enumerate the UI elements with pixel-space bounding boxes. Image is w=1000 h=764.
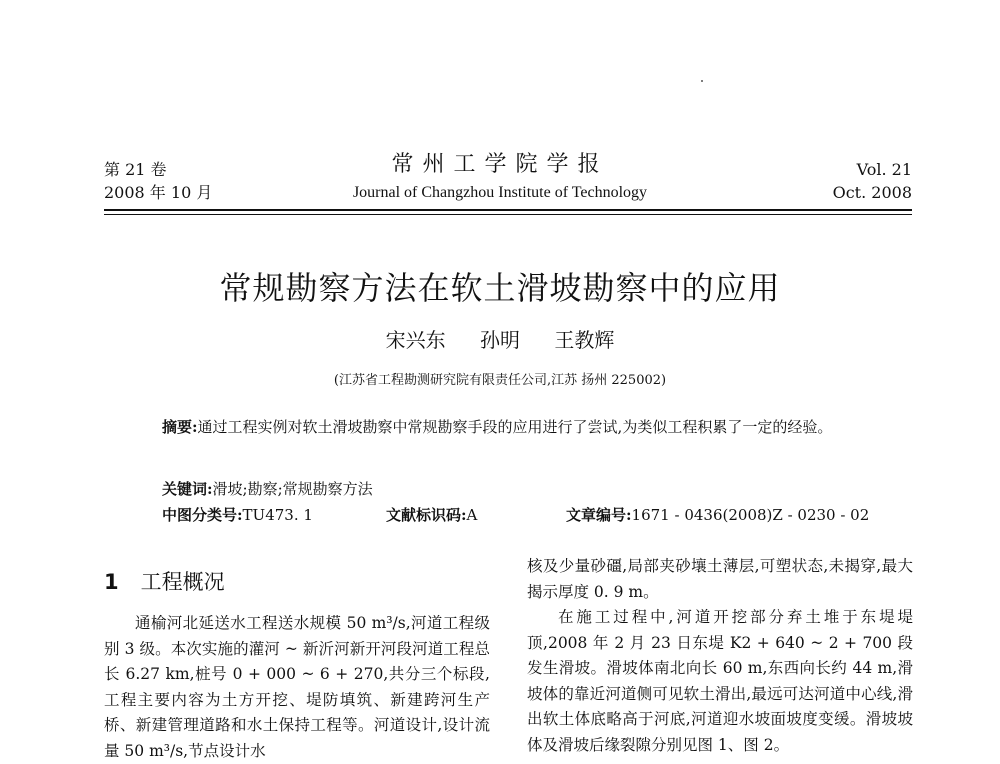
clc-label: 中图分类号:	[162, 506, 243, 524]
abstract	[114, 414, 904, 440]
author-list	[0, 326, 1000, 354]
header-right	[833, 158, 912, 204]
journal-name-en: Journal of Changzhou Institute of Technology	[352, 184, 648, 201]
journal-name-cn: 常州工学院学报	[391, 152, 609, 177]
article-number-label: 文章编号:	[566, 506, 632, 524]
body-paragraph: 核及少量砂礓,局部夹砂壤土薄层,可塑状态,未揭穿,最大揭示厚度 0. 9 m。	[527, 557, 913, 601]
keywords-text: 滑坡;勘察;常规勘察方法	[212, 480, 373, 498]
clc-value: TU473. 1	[242, 506, 313, 524]
scan-speck	[701, 80, 703, 82]
body-column-right	[527, 554, 913, 758]
doc-code-value: A	[466, 506, 478, 524]
header-rule-thin	[104, 214, 912, 215]
abstract-text: 通过工程实例对软土滑坡勘察中常规勘察手段的应用进行了尝试,为类似工程积累了一定的经验。	[197, 418, 833, 436]
article-number-value: 1671 - 0436(2008)Z - 0230 - 02	[631, 506, 870, 524]
header-rule-thick	[104, 209, 912, 211]
paper-title: 常规勘察方法在软土滑坡勘察中的应用	[219, 269, 781, 307]
body-paragraph: 在施工过程中,河道开挖部分弃土堆于东堤堤顶,2008 年 2 月 23 日东堤 K2 + 640 ~ 2 + 700 段发生滑坡。滑坡体南北向长 60 m,东西向长约 44 m,滑坡体的靠近河道侧可见软土滑出,最远可达河道中心线,滑出软土体底略高于河底,河道迎水坡面坡度变缓。滑坡坡体及滑坡后缘裂隙分别见图 1、图 2。	[527, 608, 913, 754]
body-column-left	[104, 611, 490, 764]
volume-en: Vol. 21	[856, 160, 912, 179]
author-name: 宋兴东	[385, 328, 446, 352]
volume-cn: 第 21 卷	[104, 160, 167, 179]
clc-number	[162, 503, 313, 527]
document-code	[386, 503, 477, 527]
section-number: 1	[104, 570, 119, 594]
section-title: 工程概况	[140, 570, 225, 594]
keywords	[162, 477, 373, 501]
affiliation: (江苏省工程勘测研究院有限责任公司,江苏 扬州 225002)	[333, 373, 667, 388]
doc-code-label: 文献标识码:	[386, 506, 467, 524]
keywords-label: 关键词:	[162, 480, 213, 498]
body-paragraph: 通榆河北延送水工程送水规模 50 m³/s,河道工程级别 3 级。本次实施的灌河 ~ 新沂河新开河段河道工程总长 6.27 km,桩号 0 + 000 ~ 6 + 270,共分三个标段,工程主要内容为土方开挖、堤防填筑、新建跨河生产桥、新建管理道路和水土保持工程等。河道设计,设计流量 50 m³/s,节点设计水	[104, 614, 490, 760]
author-name: 孙明	[480, 328, 520, 352]
date-en: Oct. 2008	[832, 183, 912, 202]
date-cn: 2008 年 10 月	[104, 183, 213, 202]
section-heading	[104, 567, 225, 597]
abstract-label: 摘要:	[162, 418, 198, 436]
article-number	[566, 503, 869, 527]
author-name: 王教辉	[554, 328, 615, 352]
